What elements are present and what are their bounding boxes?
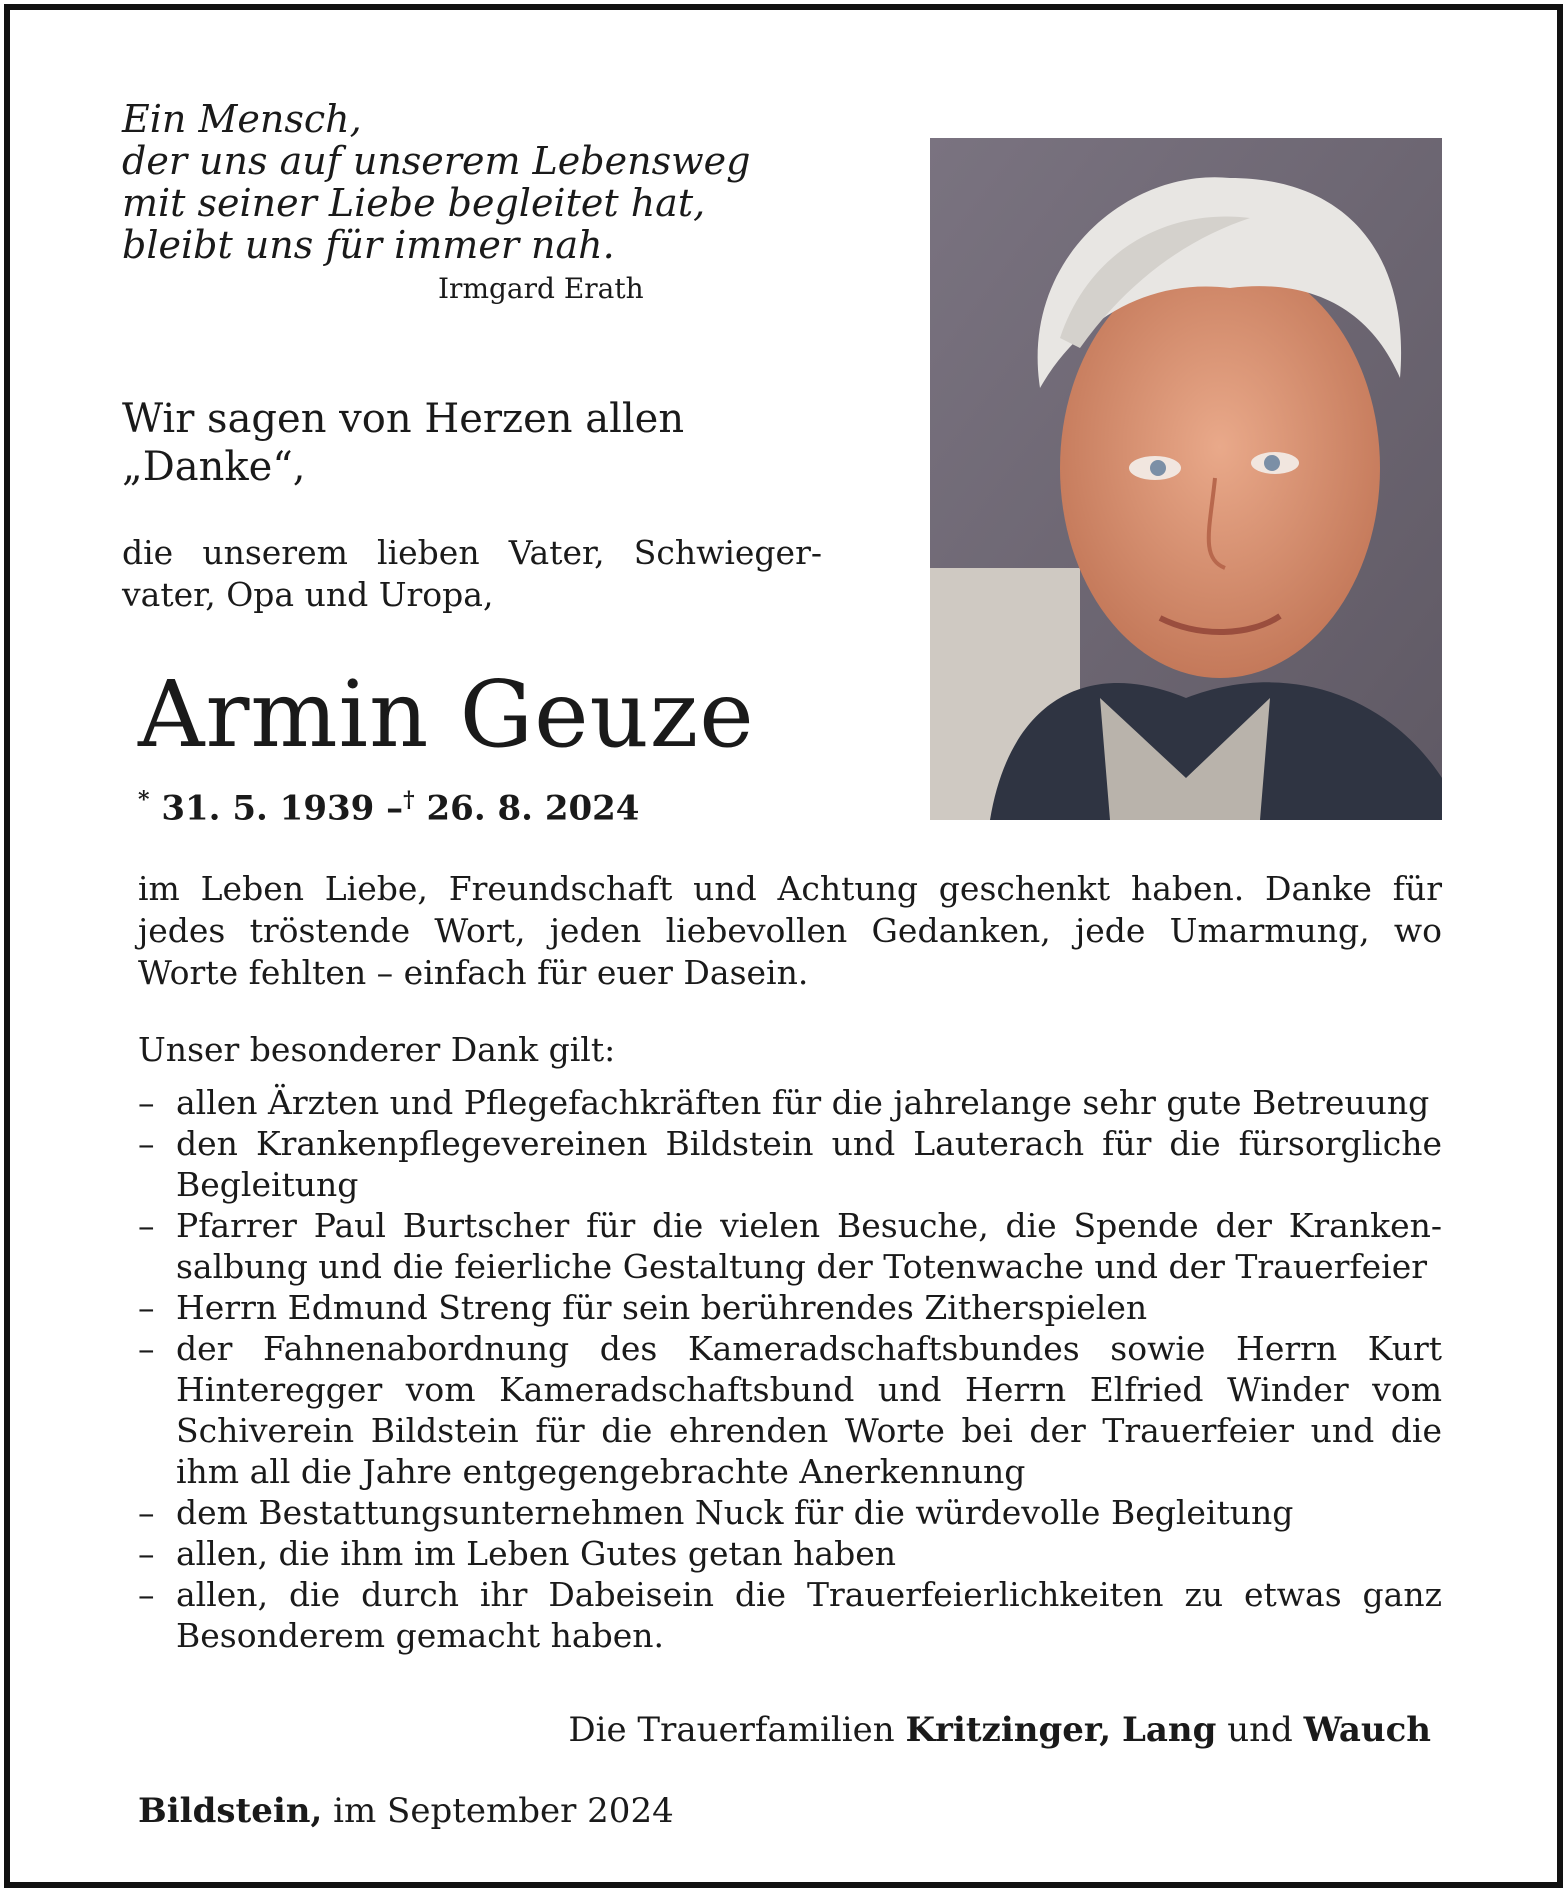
life-dates <box>138 787 639 828</box>
quote-text: Ein Mensch, der uns auf unserem Lebensweg mit seiner Liebe begleitet hat, bleibt uns für immer nah. <box>122 97 751 267</box>
family-name-2: Lang <box>1121 1710 1217 1750</box>
place-town: Bildstein, <box>138 1791 323 1831</box>
portrait-photo-icon <box>930 138 1442 820</box>
quote-author: Irmgard Erath <box>438 272 644 305</box>
family-name-1: Kritzinger, <box>905 1710 1112 1750</box>
place-date <box>138 1791 674 1831</box>
birth-date: 31. 5. 1939 <box>161 788 375 829</box>
list-item: – Herrn Edmund Streng für sein berührendes Zitherspielen <box>138 1287 1442 1328</box>
death-symbol: † <box>403 787 415 813</box>
special-thanks-heading: Unser besonderer Dank gilt: <box>138 1030 616 1069</box>
obituary-frame <box>4 4 1563 1888</box>
signoff-conjunction: und <box>1227 1710 1293 1750</box>
list-item: – der Fahnenabordnung des Kameradschaftsbundes sowie Herrn Kurt Hinteregger vom Kameradschaftsbund und Herrn Elfried Winder vom Schiverein Bildstein für die ehrenden Worte bei der Trauerfeier und die ihm all die Jahre entgegengebrachte Anerkennung <box>138 1328 1442 1492</box>
signoff-prefix: Die Trauerfamilien <box>568 1710 895 1750</box>
thanks-heading: Wir sagen von Herzen allen „Danke“, <box>122 396 685 490</box>
list-item: – allen Ärzten und Pflegefachkräften für die jahrelange sehr gute Betreuung <box>138 1082 1442 1123</box>
body-text: im Leben Liebe, Freundschaft und Achtung geschenkt haben. Danke für jedes tröstende Wort, jeden liebevollen Gedanken, jede Umarmung, wo Worte fehlten – einfach für euer Dasein. <box>138 869 1442 992</box>
family-name-3: Wauch <box>1303 1710 1431 1750</box>
family-signoff <box>568 1710 1431 1750</box>
list-item: – allen, die durch ihr Dabeisein die Trauerfeierlichkeiten zu etwas ganz Besonderem gemacht haben. <box>138 1574 1442 1656</box>
place-month: im September 2024 <box>333 1791 674 1831</box>
special-thanks-list <box>138 1082 1442 1656</box>
thanks-intro: die unserem lieben Vater, Schwieger-vater, Opa und Uropa, <box>122 533 822 614</box>
date-separator: – <box>386 788 404 829</box>
list-item: – dem Bestattungsunternehmen Nuck für die würdevolle Begleitung <box>138 1492 1442 1533</box>
deceased-name: Armin Geuze <box>138 661 755 768</box>
list-item: – Pfarrer Paul Burtscher für die vielen Besuche, die Spende der Kranken-salbung und die feierliche Gestaltung der Totenwache und der Trauerfeier <box>138 1205 1442 1287</box>
portrait-photo <box>930 138 1442 820</box>
birth-symbol: * <box>138 787 150 813</box>
list-item: – den Krankenpflegevereinen Bildstein und Lauterach für die fürsorgliche Begleitung <box>138 1123 1442 1205</box>
death-date: 26. 8. 2024 <box>426 788 640 829</box>
list-item: – allen, die ihm im Leben Gutes getan haben <box>138 1533 1442 1574</box>
